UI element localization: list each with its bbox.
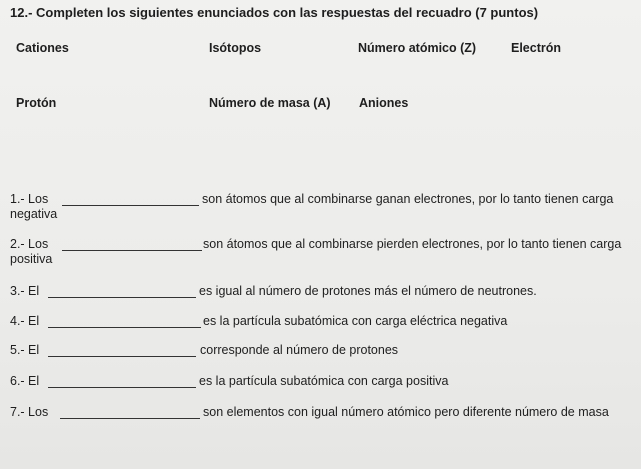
question-1-text: son átomos que al combinarse ganan electrones, por lo tanto tienen carga [202, 192, 614, 206]
question-3-blank[interactable] [48, 297, 196, 298]
question-7-lead: 7.- Los [10, 405, 49, 419]
question-2-lead: 2.- Los [10, 237, 49, 251]
question-1-lead: 1.- Los [10, 192, 49, 206]
word-bank-proton: Protón [16, 96, 57, 110]
question-5-lead: 5.- El [10, 343, 40, 357]
question-6-blank[interactable] [48, 387, 196, 388]
question-2-text: son átomos que al combinarse pierden electrones, por lo tanto tienen carga [203, 237, 622, 251]
word-bank-numero-de-masa: Número de masa (A) [209, 96, 331, 110]
question-3-text: es igual al número de protones más el número de neutrones. [199, 284, 537, 298]
word-bank-aniones: Aniones [359, 96, 409, 110]
question-1-continuation: negativa [10, 207, 58, 221]
question-1-blank[interactable] [62, 205, 199, 206]
word-bank-numero-atomico: Número atómico (Z) [358, 41, 477, 55]
exercise-title: 12.- Completen los siguientes enunciados con las respuestas del recuadro (7 puntos) [10, 5, 539, 20]
question-7-blank[interactable] [60, 418, 200, 419]
question-5-blank[interactable] [48, 356, 196, 357]
word-bank-cationes: Cationes [16, 41, 69, 55]
question-2-blank[interactable] [62, 250, 202, 251]
question-4-text: es la partícula subatómica con carga eléctrica negativa [203, 314, 508, 328]
question-5-text: corresponde al número de protones [200, 343, 399, 357]
question-4-blank[interactable] [48, 327, 201, 328]
question-3-lead: 3.- El [10, 284, 40, 298]
question-6-text: es la partícula subatómica con carga positiva [199, 374, 449, 388]
word-bank-electron: Electrón [511, 41, 562, 55]
question-4-lead: 4.- El [10, 314, 40, 328]
question-2-continuation: positiva [10, 252, 53, 266]
question-7-text: son elementos con igual número atómico pero diferente número de masa [203, 405, 609, 419]
question-6-lead: 6.- El [10, 374, 40, 388]
word-bank-isotopos: Isótopos [209, 41, 262, 55]
